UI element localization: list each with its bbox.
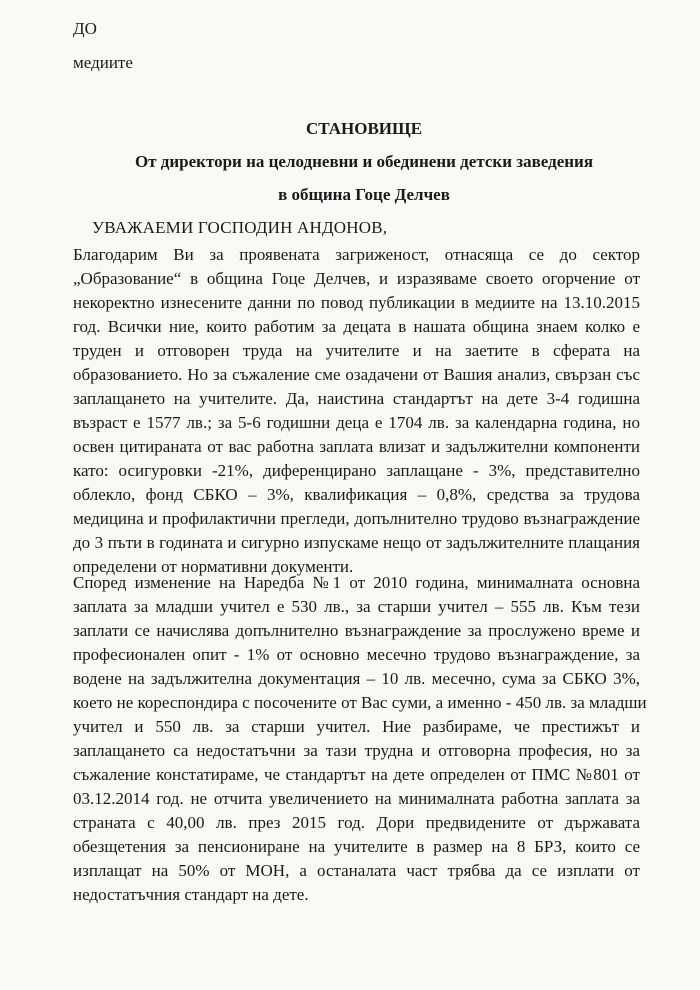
paragraph-line: изплащат на 50% от МОН, а останалата част трябва да се изплати от [73,861,640,880]
paragraph-line: заплащането на учителите. Да, наистина стандартът на дете 3-4 годишна [73,389,640,408]
paragraph-line: 03.12.2014 год. не отчита увеличението на минималната работна заплата за [73,789,640,808]
addressee-to: ДО [73,19,97,38]
paragraph-line: възраст е 1577 лв.; за 5-6 годишни деца е 1704 лв. за календарна година, но [73,413,640,432]
paragraph-line: „Образование“ в община Гоце Делчев, и изразяваме своето огорчение от [73,269,640,288]
paragraph-line: облекло, фонд СБКО – 3%, квалификация – 0,8%, средства за трудова [73,485,640,504]
paragraph-line: до 3 пъти в годината и сигурно изпускаме нещо от задължителните плащания [73,533,640,552]
paragraph-line: Според изменение на Наредба №1 от 2010 година, минималната основна [73,573,640,592]
paragraph-line: което не кореспондира с посочените от Вас суми, а именно - 450 лв. за младши [73,693,647,712]
paragraph-line: професионален опит - 1% от основно месечно трудово възнаграждение, за [73,645,640,664]
addressee-recipient: медиите [73,53,133,72]
paragraph-line: обезщетения за пенсиониране на учителите в размер на 8 БРЗ, които се [73,837,640,856]
paragraph-line: Благодарим Ви за проявената загриженост, отнасяща се до сектор [73,245,640,264]
paragraph-line: съжаление констатираме, че стандартът на дете определен от ПМС №801 от [73,765,640,784]
paragraph-line: страната с 40,00 лв. през 2015 год. Дори предвидените от държавата [73,813,640,832]
document-subtitle: От директори на целодневни и обединени детски заведения [134,152,594,171]
salutation: УВАЖАЕМИ ГОСПОДИН АНДОНОВ, [92,218,388,237]
paragraph-line: заплата за младши учител е 530 лв., за старши учител – 555 лв. Към тези [73,597,640,616]
paragraph-line: заплащането са недостатъчни за тази трудна и отговорна професия, но за [73,741,640,760]
paragraph-line: год. Всички ние, които работим за децата в нашата община знаем колко е [73,317,640,336]
paragraph-line: труден и отговорен труда на учителите и на заетите в сферата на [73,341,640,360]
paragraph-line: заплати се начислява допълнително възнаграждение за прослужено време и [73,621,640,640]
paragraph-line: образованието. Но за съжаление сме озадачени от Вашия анализ, свързан със [73,365,640,384]
paragraph-line: водене на задължителна документация – 10 лв. месечно, сума за СБКО 3%, [73,669,640,688]
paragraph-line: определени от нормативни документи. [73,557,354,576]
document-title: СТАНОВИЩЕ [305,119,423,138]
paragraph-line: освен цитираната от вас работна заплата влизат и задължителни компоненти [73,437,640,456]
paragraph-line: недостатъчния стандарт на дете. [73,885,309,904]
paragraph-line: като: осигуровки -21%, диференцирано заплащане - 3%, представително [73,461,640,480]
body-paragraph-1 [73,243,640,579]
paragraph-line: учител и 550 лв. за старши учител. Ние разбираме, че престижът и [73,717,640,736]
paragraph-line: некоректно изнесените данни по повод публикации в медиите на 13.10.2015 [73,293,640,312]
document-subtitle-location: в община Гоце Делчев [278,185,450,204]
paragraph-line: медицина и профилактични прегледи, допълнително трудово възнаграждение [73,509,640,528]
body-paragraph-2 [73,571,647,907]
